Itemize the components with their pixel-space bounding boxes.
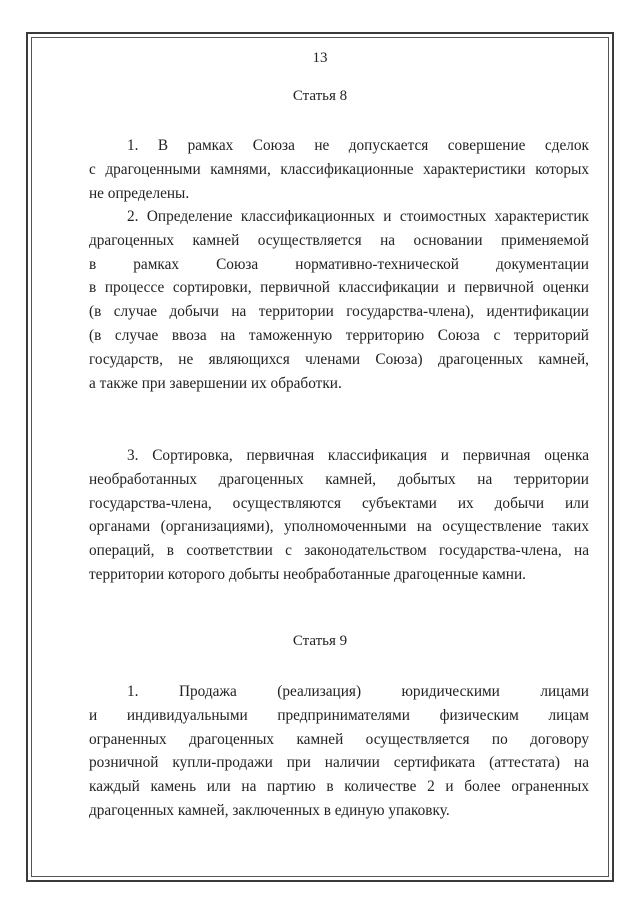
text-line: операций, в соответствии с законодательством государства-члена, на — [89, 542, 589, 560]
text-line: в процессе сортировки, первичной классификации и первичной оценки — [89, 279, 589, 297]
text-line: государства-члена, осуществляются субъектами их добычи или — [89, 494, 589, 512]
article-9-paragraph-1 — [89, 680, 589, 823]
text-line: не определены. — [89, 184, 190, 202]
text-line: драгоценных камней осуществляется на основании применяемой — [89, 231, 589, 249]
text-line: в рамках Союза нормативно-технической документации — [89, 255, 589, 273]
text-line: (в случае добычи на территории государства-члена), идентификации — [89, 303, 589, 321]
text-line: и индивидуальными предпринимателями физическим лицам — [89, 706, 589, 724]
text-line: драгоценных камней, заключенных в единую упаковку. — [89, 801, 450, 819]
text-line: органами (организациями), уполномоченными на осуществление таких — [89, 518, 589, 536]
text-line: ограненных драгоценных камней осуществляется по договору — [89, 730, 589, 748]
text-line: 2. Определение классификационных и стоимостных характеристик — [127, 208, 589, 225]
page-number: 13 — [312, 50, 328, 66]
text-line: розничной купли-продажи при наличии сертификата (аттестата) на — [89, 754, 589, 772]
text-line: (в случае ввоза на таможенную территорию Союза с территорий — [89, 326, 589, 344]
text-line: необработанных драгоценных камней, добытых на территории — [89, 470, 589, 488]
article-8-paragraph-1 — [89, 134, 589, 205]
text-line: 3. Сортировка, первичная классификация и первичная оценка — [127, 447, 589, 464]
text-line: государств, не являющихся членами Союза) драгоценных камней, — [89, 350, 589, 368]
article-9-heading: Статья 9 — [292, 633, 348, 649]
text-line: а также при завершении их обработки. — [89, 374, 342, 392]
text-line: каждый камень или на партию в количестве 2 и более ограненных — [89, 778, 589, 796]
text-line: 1. Продажа (реализация) юридическими лицами — [127, 683, 589, 700]
article-8-paragraph-2 — [89, 205, 589, 395]
article-8-heading: Статья 8 — [292, 88, 348, 104]
article-8-paragraph-3 — [89, 444, 589, 587]
text-line: 1. В рамках Союза не допускается совершение сделок — [127, 137, 589, 154]
text-line: территории которого добыты необработанные драгоценные камни. — [89, 565, 526, 583]
text-line: с драгоценными камнями, классификационные характеристики которых — [89, 160, 589, 178]
